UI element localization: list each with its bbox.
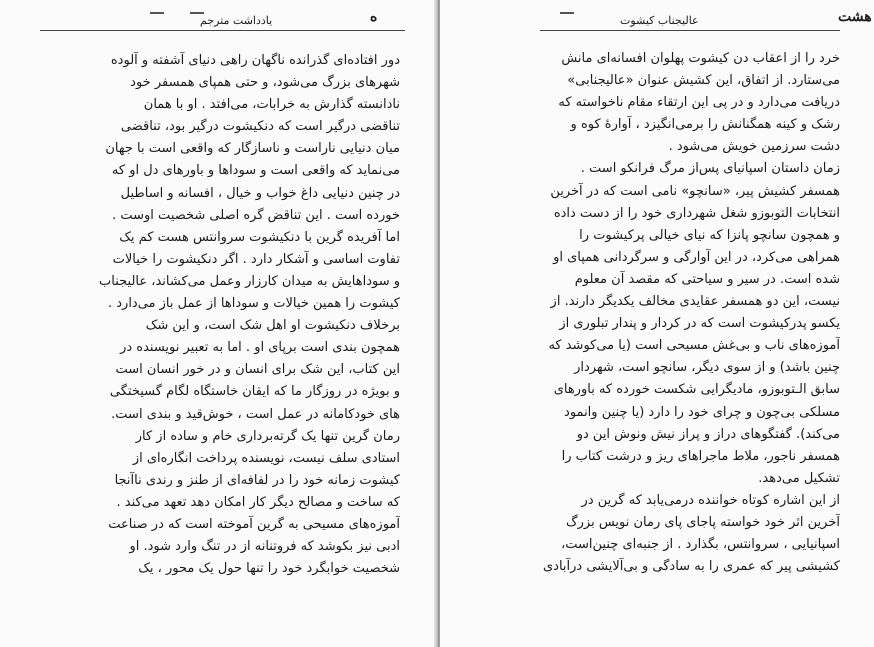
right-header-title: عالیجناب کیشوت [620, 14, 699, 27]
text-line: می‌ستارد. از اتفاق، این کشیش عنوان «عالیجنابی» [567, 73, 840, 89]
text-line: دریافت می‌دارد و در پی این ارتقاء مقام ناخواسته که [558, 95, 840, 111]
text-line: تناقضی درگیر است که دنکیشوت درگیر بود، تناقضی [120, 119, 400, 135]
header-mark-dash [560, 12, 574, 14]
text-line: خورده است . این تناقض گره اصلی شخصیت اوست . [112, 207, 400, 223]
text-line: و همچون سانچو پانزا که نیای خیالی پرکیشوت را [579, 227, 840, 243]
text-line: استادی سلف نیست، نویسنده پرداخت انگاره‌ای از [132, 450, 400, 466]
text-line: همسفر کشیش پیر، «سانچو» نامی است که در آخرین [550, 183, 840, 199]
text-line: آخرین اثر خود خواسته پاجای پای رمان نویس بزرگ [566, 514, 840, 530]
text-line: شده است. در سیر و سیاحتی که مقصد آن معلوم [574, 271, 840, 287]
text-line: کیشوت را همین خیالات و سوداها از عمل باز می‌دارد . [107, 296, 400, 312]
text-line: ادبی نیز بکوشد که فروتنانه از در تنگ وارد شود. او [129, 539, 400, 555]
text-line: تفاوت اساسی و آشکار دارد . اگر دنکیشوت را خیالات [112, 251, 400, 267]
text-line: در چنین دنیایی داغ خواب و خیال ، افسانه و اساطیل [120, 185, 400, 201]
text-line: می‌کند). گفتگوهای دراز و پراز نیش ونوش این دو [576, 426, 840, 442]
text-line: شهرهای بزرگ می‌شود، و حتی همپای همسفر خود [130, 75, 400, 91]
header-mark-dash [150, 12, 164, 14]
left-page [0, 0, 436, 647]
text-line: آموزه‌های ناب و بی‌غش مسیحی است (یا می‌کوشد که [548, 338, 840, 354]
text-line: آموزه‌های مسیحی به گرین آموخته است که در صناعت [108, 516, 400, 532]
text-line: خرد را از اعقاب دن کیشوت پهلوان افسانه‌ای مانش [561, 51, 840, 66]
text-line: برخلاف دنکیشوت او اهل شک است، و این شک [145, 318, 400, 334]
text-line: که ساخت و مصالح دیگر کار امکان دهد تعهد می‌کند . [116, 494, 400, 510]
right-page-number: هشت [838, 9, 872, 25]
text-line: کشیشی پیر که عمری را به سادگی و بی‌آلایشی درآبادی [542, 559, 840, 575]
text-line: شخصیت خوابگرد خود را تنها حول یک محور ، یک [138, 561, 400, 577]
text-line: کیشوت زمانه خود را در لفافه‌ای از طنز و رندی نا‌آنجا [114, 472, 400, 488]
text-line: مسلکی بی‌چون و چرای خود را دارد (یا چنین وانمود [564, 404, 840, 420]
text-line: این کتاب، این شک برای انسان و در خور انسان است [115, 362, 400, 378]
text-line: نادانسته گذارش به خرابات، می‌افتد . او با همان [143, 97, 400, 113]
text-line: همراهی می‌کرد، در این آوارگی و سرگردانی همپای او [553, 249, 840, 265]
right-page-header [440, 8, 874, 32]
text-line: میان دنیایی ناراست و ناسازگار که واقعی است با جهان [105, 141, 400, 157]
text-line: انتخابات التوبوزو شغل شهرداری خود را از دست داده [553, 205, 840, 221]
text-line: دشت سرزمین خویش می‌شود . [668, 139, 840, 155]
text-line: رمان گرین تنها یک گرته‌برداری خام و ساده از کار [135, 428, 400, 444]
text-line: یکسو پدرکیشوت است که در کردار و پندار تبلوری از [559, 316, 840, 332]
text-line: نیست، این دو همسفر عقایدی مخالف یکدیگر دارند. از [550, 294, 840, 310]
text-line: زمان داستان اسپانیای پس‌از مرگ فرانکو است . [580, 161, 840, 177]
left-page-text [40, 50, 400, 580]
text-line: های خودکامانه در عمل است ، خوش‌قید و بندی است. [111, 406, 400, 422]
header-rule [540, 30, 840, 31]
text-line: و بویژه در روزگار ما که ایقان خاستگاه لگام گسیختگی‌ [109, 384, 400, 400]
text-line: از این اشاره کوتاه خواننده درمی‌یابد که گرین در [581, 492, 840, 508]
text-line: اسپانیایی ، سروانتس، بگذارد . از جنبه‌ای چنین‌است، [561, 537, 840, 553]
text-line: همسفر ناجور، ملاط ماجراهای ریز و درشت کتاب را [561, 448, 840, 464]
text-line: چنین باشد) و از سوی دیگر، سانچو است، شهردار [574, 360, 840, 376]
left-header-title: یادداشت مترجم [200, 14, 273, 27]
text-line: اما آفریده گرین با دنکیشوت سروانتس هست کم یک [119, 229, 400, 245]
text-line: تشکیل می‌دهد. [758, 470, 840, 486]
text-line: رشک و کینه همگنانش را برمی‌انگیزد ، آوارۀ کوه و [570, 117, 840, 133]
right-page [440, 0, 874, 647]
text-line: دور افتاده‌ای گذرانده ناگهان راهی دنیای آشفته و آلوده [110, 53, 400, 68]
text-line: سابق الـتوبوزو، مادیگرایی شکست خورده که باورهای [553, 382, 840, 398]
left-page-header [0, 8, 436, 32]
text-line: می‌نماید که واقعی است و سوداها و باورهای دل او که [111, 163, 400, 179]
left-page-number: ه [370, 9, 378, 25]
text-line: همچون بندی است برپای او . اما به تعبیر نویسنده در [120, 340, 400, 356]
text-line: و سوداهایش به میدان کارزار وعمل می‌کشاند، عالیجناب [99, 273, 400, 289]
right-page-text [540, 48, 840, 578]
header-rule [40, 30, 405, 31]
